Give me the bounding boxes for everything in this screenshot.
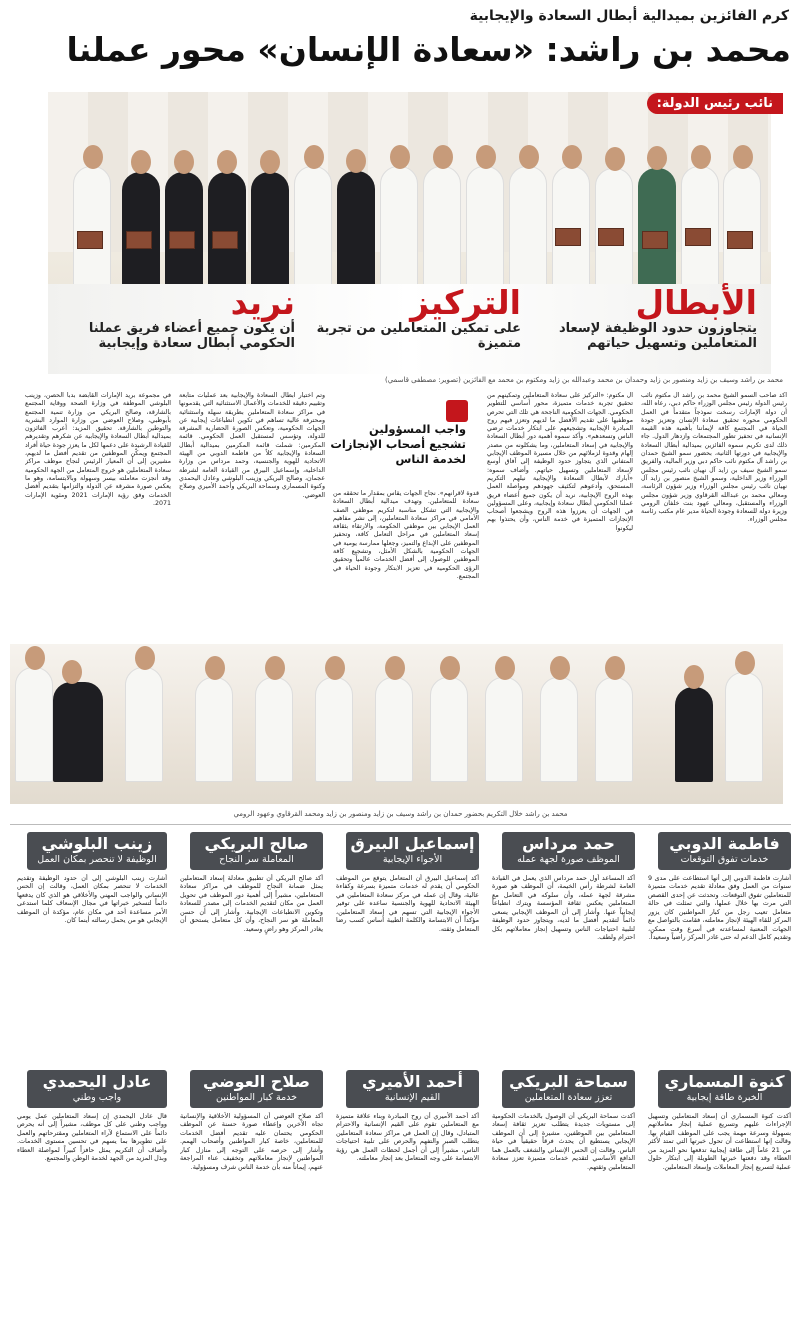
- body-column-4: وتم اختيار أبطال السعادة والإيجابية بعد عمليات متابعة وتقييم دقيقة للخدمات والأعمال الاستثنائية التي يقدمونها في مراكز سعادة المتعاملين بطريقة سهلة واستثنائية ومحترفة عالية تساهم في تكوين انطباعات إيجابية عن الجهات الحكومية، وتعكس الصورة الحضارية المشرقة للدولة، وتؤسس لمستقبل العمل الحكومي. قائمة المكرمين: شملت قائمة المكرمين بميدالية أبطال السعادة والإيجابية كلاً من فاطمة الدوبي من الهيئة الاتحادية للهوية والجنسية، وحمد مرداس من وزارة الداخلية، وإسماعيل البيرق من القيادة العامة لشرطة عجمان، وصالح البريكي وزينب البلوشي وعادل اليحمدي وكنوة المسماري وسماحة البريكي وأحمد الأميري وصلاح العوضي.: [179, 392, 325, 499]
- winner-card: [336, 832, 479, 1044]
- banner-heroes-text: يتجاوزون حدود الوظيفة لإسعاد المتعاملين وتسهيل حياتهم: [558, 320, 757, 351]
- pull-quote-text: واجب المسؤولين تشجيع أصحاب الإنجازات لخدمة الناس: [330, 422, 466, 466]
- body-column-2: آل مكتوم: «التركيز على سعادة المتعاملين وتمكينهم من تحقيق تجربة خدمات متميزة، محور أساسي للتطوير الحكومي. الجهات الحكومية الناجحة هي تلك التي تحرص موظفيها على تقديم الأفضل ما لديهم وتعزز فيهم روح المبادرة الإيجابية وتشجيعهم على ابتكار خدمات ترضي الناس وتسعدهم». وأكد سموه أهمية دور أبطال السعادة والإيجابية في إسعاد المتعاملين، وما يشكلونه من مصدر إلهام وقدوة لزملائهم من خلال مسيرة الموظف الإيجابي المتفاني الذي يتجاوز حدود الوظيفة إلى آفاق أوسع لإسعاد المتعاملين وتسهيل حياتهم. وأضاف سموه: «أبارك لأبطال السعادة والإيجابية نيلهم التكريم المستحق، وأدعوهم لتكثيف جهودهم ومواصلة العمل بهذه الروح الإيجابية، نريد أن يكون جميع أعضاء فريق عملنا الحكومي أبطال سعادة وإيجابية، وعلى المسؤولين في الجهات أن يعززوا هذه الروح ويشجعوا أصحاب الإنجازات المتميزة في خدمة الناس، وأن يحتذوا بهم ليكونوا: [487, 392, 633, 532]
- winner-name: سماحة البريكي: [509, 1072, 628, 1091]
- winner-header: [502, 1070, 635, 1108]
- winner-name: عادل اليحمدي: [42, 1072, 152, 1091]
- winner-name: كنوة المسماري: [664, 1072, 785, 1091]
- winner-text: أكد صلاح العوضي أن المسؤولية الأخلاقية والإنسانية تجاه الآخرين وإعطاء صورة حسنة عن الموظف الحكومي يحتمان عليه تقديم أفضل الخدمات للمتعاملين، خاصة كبار المواطنين وأصحاب الهمم. وأشار إلى حرصه على التوجه إلى منازل كبار المواطنين لإنجاز معاملاتهم وتخفيف عناء المراجعة عنهم، إيماناً منه بأن خدمة الناس شرف ومسؤولية.: [180, 1112, 323, 1171]
- top-photo: [48, 92, 771, 374]
- banner-focus-title: التركيز: [410, 283, 521, 322]
- banner-focus-text: على تمكين المتعاملين من تجربة متميزة: [316, 320, 521, 351]
- body-column-5: في مجموعة بريد الإمارات القابضة بدبا الحصن، وزينب البلوشي الموظفة في وزارة الصحة ووقاية المجتمع بالشارقة، وصالح البريكي من وزارة تنمية المجتمع بأبوظبي، وصلاح العوضي من وزارة الموارد البشرية والتوطين بالشارقة. تحقيق المزيد: أعرب الفائزون بميدالية أبطال السعادة والإيجابية عن شكرهم وتقديرهم للقيادة الرشيدة على دعمها لكل ما يعزز جودة حياة أفراد المجتمع ويمكّن الموظفين من تقديم أفضل ما لديهم، مشيرين إلى أن المعيار الرئيس لنجاح موظف مراكز سعادة المتعاملين هو خروج المتعامل من الجهة الحكومية وقد أنجزت معاملته بيسر وسهولة وبالابتسامة، وهو ما يعكس صورة مشرقة عن الدولة والتزامها بتقديم أفضل الخدمات وفق رؤية الإمارات 2021 ومئوية الإمارات 2071.: [25, 392, 171, 507]
- winner-name: إسماعيل البيرق: [350, 834, 475, 853]
- winner-header: [658, 1070, 791, 1108]
- banner-want-title: نريد: [230, 283, 295, 322]
- winner-name: أحمد الأميري: [361, 1072, 463, 1091]
- banner-heroes: [537, 284, 757, 352]
- winner-role: المعاملة سر النجاح: [219, 854, 294, 865]
- body-column-1: أكد صاحب السمو الشيخ محمد بن راشد آل مكتوم نائب رئيس الدولة رئيس مجلس الوزراء حاكم دبي، رعاه الله، أن دولة الإمارات رسخت نموذجاً متقدماً في العمل الحكومي محوره تحقيق سعادة الإنسان وتعزيز جودة الحياة في المجتمع كافة لإيماننا بأهمية هذه القيمة الإنسانية في تحفيز تطور المجتمعات وازدهار الدول. جاء ذلك لدى تكريم سموه الفائزين بميدالية أبطال السعادة والإيجابية في دورتها الثانية، بحضور سمو الشيخ حمدان بن راشد آل مكتوم نائب حاكم دبي وزير المالية، والفريق سمو الشيخ سيف بن زايد آل نهيان نائب رئيس مجلس الوزراء وزير الداخلية، وسمو الشيخ منصور بن زايد آل نهيان نائب رئيس مجلس الوزراء وزير شؤون الرئاسة، ومعالي محمد بن عبدالله القرقاوي وزير شؤون مجلس الوزراء والمستقبل، ومعالي عهود بنت خلفان الرومي وزيرة دولة للسعادة وجودة الحياة مدير عام مكتب رئاسة مجلس الوزراء.: [641, 392, 787, 524]
- bottom-photo-caption: محمد بن راشد خلال التكريم بحضور حمدان بن راشد وسيف بن زايد ومنصور بن زايد ومحمد القرقاوي وعهود الرومي: [233, 810, 568, 818]
- winner-header: [658, 832, 791, 870]
- winner-role: القيم الإنسانية: [384, 1092, 441, 1103]
- winner-header: [190, 1070, 323, 1108]
- winner-text: أشارت فاطمة الدوبي إلى أنها استطاعت على مدى 9 سنوات من العمل وفق معادلة تقديم خدمات متميزة للمتعاملين تفوق التوقعات. وتحدثت عن إحدى القصص التي مرت بها خلال عملها، والتي تمثلت في حالة متعامل تعيب رجل من كبار المواطنين كان يزور المركز للقاء الهيئة لإنجاز معاملته، فقامت بالتواصل مع الجهات المعنية لمساعدته في أسرع وقت ممكن، وتقديم كامل الدعم له حتى غادر المركز راضياً وسعيداً.: [648, 874, 791, 942]
- winner-role: الخبرة طاقة إيجابية: [686, 1092, 763, 1103]
- section-badge: نائب رئيس الدولة:: [647, 93, 783, 114]
- winner-header: [27, 832, 167, 870]
- winner-text: أكدت كنوة المسماري أن إسعاد المتعاملين وتسهيل الإجراءات عليهم وتسريع عملية إنجاز معاملاتهم بسهولة وسرعة مهمة يجب على الموظف القيام بها. وقالت إنها استطاعت أن تحول خبرتها التي تمتد لأكثر من 21 عاماً إلى طاقة إيجابية تدفعها نحو المزيد من العطاء وقد دفعتها خبرتها الطويلة إلى ابتكار حلول عملية لتسريع إنجاز المعاملات وإسعاد المتعاملين.: [648, 1112, 791, 1171]
- banner-want: [55, 284, 295, 352]
- winner-name: صالح البريكي: [204, 834, 309, 853]
- winner-text: أكد صالح البريكي أن تطبيق معادلة إسعاد المتعاملين يمثل ضمانة النجاح للموظف في مراكز سعادة المتعاملين، مشيراً إلى أهمية دور الموظف في تحويل العمل من مكان لتقديم الخدمات إلى مصدر للسعادة وتكوين الانطباعات الإيجابية. وأشار إلى أن حسن المعاملة هو سر النجاح، وأن كل متعامل يستحق أن يغادر المركز وهو راضٍ وسعيد.: [180, 874, 323, 933]
- winner-role: الأجواء الإيجابية: [382, 854, 443, 865]
- winner-card: [17, 832, 167, 1044]
- winner-card: [180, 1070, 323, 1326]
- winner-header: [346, 832, 479, 870]
- winner-role: خدمات تفوق التوقعات: [680, 854, 769, 865]
- bottom-photo: [10, 644, 783, 804]
- winner-text: أكد إسماعيل البيرق أن المتعامل يتوقع من الموظف الحكومي أن يقدم له خدمات متميزة بسرعة وكفاءة عالية، وقال إن عمله في مركز سعادة المتعاملين في الهيئة الاتحادية للهوية والجنسية ساعده على توفير الأجواء الإيجابية التي تسهم في إسعاد المتعاملين، مؤكداً أن الابتسامة والكلمة الطيبة أساس كسب رضا المتعامل وثقته.: [336, 874, 479, 933]
- winner-card: [648, 832, 791, 1044]
- winner-header: [190, 832, 323, 870]
- winner-text: أكد المساعد أول حمد مرداس الذي يعمل في القيادة العامة لشرطة رأس الخيمة، أن الموظف هو صورة مشرقة لجهة عمله، وأن سلوكه في التعامل مع المتعاملين يعكس ثقافة المؤسسة ويترك انطباعاً إيجابياً عنها. وأشار إلى أن الموظف الإيجابي يسعى دائماً لتقديم أفضل ما لديه، ويتجاوز حدود الوظيفة لتلبية احتياجات الناس وتسهيل إنجاز معاملاتهم بكل احترام ولطف.: [492, 874, 635, 942]
- winner-role: الموظف صورة لجهة عمله: [517, 854, 620, 865]
- winner-card: [336, 1070, 479, 1326]
- winner-card: [180, 832, 323, 1044]
- body-column-3: قدوة لأقرانهم». نجاح الجهات يقاس بمقدار ما تحققه من سعادة للمتعاملين. وتهدف ميدالية أبطال السعادة والإيجابية التي تشكل مناسبة لتكريم موظفي الصف الأمامي في مراكز سعادة المتعاملين، إلى نشر مفاهيم العمل الإيجابي بين موظفي الحكومة، والارتقاء بثقافة إسعاد المتعاملين في مراحل التعامل كافة، وتحفيز الموظفين على الإبداع والتميز، وجعلها ممارسة يومية في الجهات الحكومية بالشكل الأمثل، وتشجيع كافة الموظفين للوصول إلى أفضل الخدمات عالمياً وتحقيق الرؤى الحكومية في تعزيز الابتكار وجودة الحياة في المجتمع.: [333, 490, 479, 580]
- banner-heroes-title: الأبطال: [635, 283, 757, 322]
- winner-role: واجب وطني: [72, 1092, 122, 1103]
- banner-want-text: أن يكون جميع أعضاء فريق عملنا الحكومي أبطال سعادة وإيجابية: [88, 320, 295, 351]
- winner-name: زينب البلوشي: [41, 834, 153, 853]
- winner-role: تعزز سعادة المتعاملين: [524, 1092, 613, 1103]
- winner-card: [492, 832, 635, 1044]
- photo-banner: [48, 284, 771, 374]
- article-headline: محمد بن راشد: «سعادة الإنسان» محور عملنا: [66, 30, 791, 69]
- divider: [10, 824, 791, 825]
- pull-quote: [330, 400, 468, 488]
- top-photo-caption: محمد بن راشد وسيف بن زايد ومنصور بن زايد وحمدان بن محمد وعبدالله بن زايد ومكتوم بن محمد مع الفائزين (تصوير: مصطفى قاسمي): [384, 376, 783, 384]
- winner-text: قال عادل اليحمدي إن إسعاد المتعاملين عمل يومي وواجب وطني على كل موظف، مشيراً إلى أنه يحرص دائماً على الاستماع لآراء المتعاملين ومقترحاتهم والعمل على تطويرها بما يسهم في تحسين مستوى الخدمات. وأضاف أن التكريم يمثل حافزاً كبيراً لمواصلة العطاء وبذل المزيد من الجهد لخدمة الوطن والمجتمع.: [17, 1112, 167, 1163]
- winner-name: حمد مرداس: [522, 834, 615, 853]
- winner-card: [492, 1070, 635, 1326]
- winner-card: [648, 1070, 791, 1326]
- winner-name: صلاح العوضي: [203, 1072, 310, 1091]
- banner-focus: [311, 284, 521, 352]
- quote-icon: [446, 400, 468, 422]
- winner-role: الوظيفة لا تنحصر بمكان العمل: [37, 854, 157, 865]
- article-kicker: كرم الفائزين بميدالية أبطال السعادة والإيجابية: [469, 8, 789, 24]
- winner-text: أشارت زينب البلوشي إلى أن حدود الوظيفة وتقديم الخدمات لا تنحصر بمكان العمل، وقالت إن الحس الإنساني والواجب المهني والأخلاقي هو الذي كان يدفعها دائماً لتسخير خبراتها في مجال الإسعاف كلما استدعى الأمر مساعدة أحد في مكان عام، مؤكدة أن الموظف الإيجابي هو من يحمل رسالته أينما كان.: [17, 874, 167, 925]
- winner-name: فاطمة الدوبي: [669, 834, 780, 853]
- winner-header: [27, 1070, 167, 1108]
- winner-header: [502, 832, 635, 870]
- winner-role: خدمة كبار المواطنين: [215, 1092, 298, 1103]
- winner-header: [346, 1070, 479, 1108]
- winner-text: أكد أحمد الأميري أن روح المبادرة وبناء علاقة متميزة مع المتعاملين تقوم على القيم الإنسانية والاحترام المتبادل، وقال إن العمل في مراكز سعادة المتعاملين يتطلب الصبر والتفهم والحرص على تلبية احتياجات الناس، مشيراً إلى أن أجمل لحظات العمل هي رؤية الابتسامة على وجه المتعامل بعد إنجاز معاملته.: [336, 1112, 479, 1163]
- winner-text: أكدت سماحة البريكي أن الوصول بالخدمات الحكومية إلى مستويات جديدة يتطلب تعزيز ثقافة إسعاد المتعاملين بين الموظفين، مشيرة إلى أن الموظف الإيجابي يستطيع أن يحدث فرقاً حقيقياً في حياة الناس. وقالت إن الحس الإنساني والشغف بالعمل هما الدافع الأساسي لتقديم خدمات متميزة تعزز سعادة المتعاملين وثقتهم.: [492, 1112, 635, 1171]
- winner-card: [17, 1070, 167, 1326]
